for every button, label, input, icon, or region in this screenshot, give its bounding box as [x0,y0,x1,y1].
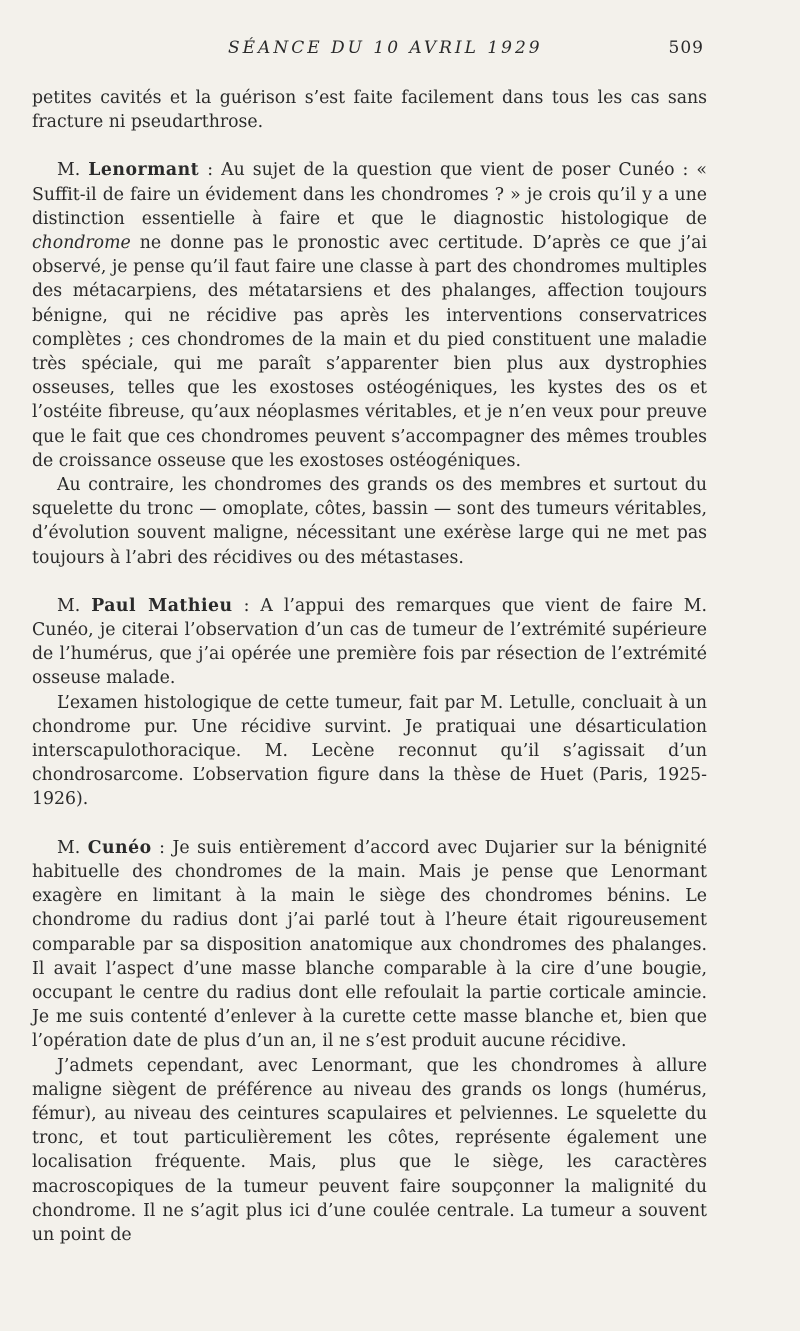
speaker-separator: : [151,837,173,858]
speaker-separator: : [199,160,222,181]
paragraph-text: petites cavités et la guérison s’est faite facilement dans tous les cas sans fracture ni pseudarthrose. [32,88,707,133]
speaker-title: M. [57,837,81,858]
speaker-separator: : [232,595,261,616]
speaker-name: Cunéo [87,837,152,858]
paragraph-text: Je suis entièrement d’accord avec Dujarier sur la bénignité habituelle des chondromes de la main. Mais je pense que Lenormant exagère en limitant à la main le siège des chondromes bénins. Le chondrome du radius dont j’ai parlé tout à l’heure était rigoureusement comparable par sa disposition anatomique aux chondromes des phalanges. Il avait l’aspect d’une masse blanche comparable à la cire d’une bougie, occupant le centre du radius dont elle refoulait la partie corticale amincie. Je me suis contenté d’enlever à la curette cette masse blanche et, bien que l’opération date de plus d’un an, il ne s’est produit aucune récidive. [32,837,707,1052]
speaker-name: Paul Mathieu [91,595,233,616]
paragraph-text: Au sujet de la question que vient de poser Cunéo : « Suffit-il de faire un évidement dans les chondromes ? » je crois qu’il y a une distinction essentielle à faire et que le diagnostic histologique de [32,160,708,229]
paragraph-text: A l’appui des remarques que vient de faire M. Cunéo, je citerai l’observation d’un cas de tumeur de l’extrémité supérieure de l’humérus, que j’ai opérée une première fois par résection de l’extrémité osseuse malade. [32,595,707,689]
speaker-title: M. [57,595,81,616]
italic-term: chondrome [32,233,131,254]
paragraph-continuation [32,86,707,134]
paragraph-text: Au contraire, les chondromes des grands os des membres et surtout du squelette du tronc — omoplate, côtes, bassin — sont des tumeurs véritables, d’évolution souvent maligne, nécessitant une exérèse large qui ne met pas toujours à l’abri des récidives ou des métastases. [32,475,707,568]
paragraph-lenormant [32,158,707,473]
page-number: 509 [668,38,704,58]
speaker-name: Lenormant [88,160,200,181]
page-body [32,86,707,1247]
speaker-title: M. [57,160,81,181]
paragraph-mathieu [32,594,707,691]
paragraph-text: ne donne pas le pronostic avec certitude. D’après ce que j’ai observé, je pense qu’il faut faire une classe à part des chondromes multiples des métacarpiens, des métatarsiens et des phalanges, affection toujours bénigne, qui ne récidive pas après les interventions conservatrices complètes ; ces chondromes de la main et du pied constituent une maladie très spéciale, qui me paraît s’apparenter bien plus aux dystrophies osseuses, telles que les exostoses ostéogéniques, les kystes des os et l’ostéite fibreuse, qu’aux néoplasmes véritables, et je n’en veux pour preuve que le fait que ces chondromes peuvent s’accompagner des mêmes troubles de croissance osseuse que les exostoses ostéogéniques. [32,233,707,471]
paragraph [32,473,707,570]
paragraph [32,691,707,812]
running-title: SÉANCE DU 10 AVRIL 1929 [228,38,543,58]
running-header [32,38,704,68]
paragraph-cuneo [32,836,707,1054]
paragraph-text: L’examen histologique de cette tumeur, fait par M. Letulle, concluait à un chondrome pur. Une récidive survint. Je pratiquai une désarticulation interscapulothoracique. M. Lecène reconnut qu’il s’agissait d’un chondrosarcome. L’observation figure dans la thèse de Huet (Paris, 1925-1926). [32,692,707,810]
paragraph [32,1054,707,1248]
paragraph-text: J’admets cependant, avec Lenormant, que les chondromes à allure maligne siègent de préférence au niveau des grands os longs (humérus, fémur), au niveau des ceintures scapulaires et pelviennes. Le squelette du tronc, et tout particulièrement les côtes, représente également une localisation fréquente. Mais, plus que le siège, les caractères macroscopiques de la tumeur peuvent faire soupçonner la malignité du chondrome. Il ne s’agit plus ici d’une coulée centrale. La tumeur a souvent un point de [32,1055,707,1245]
